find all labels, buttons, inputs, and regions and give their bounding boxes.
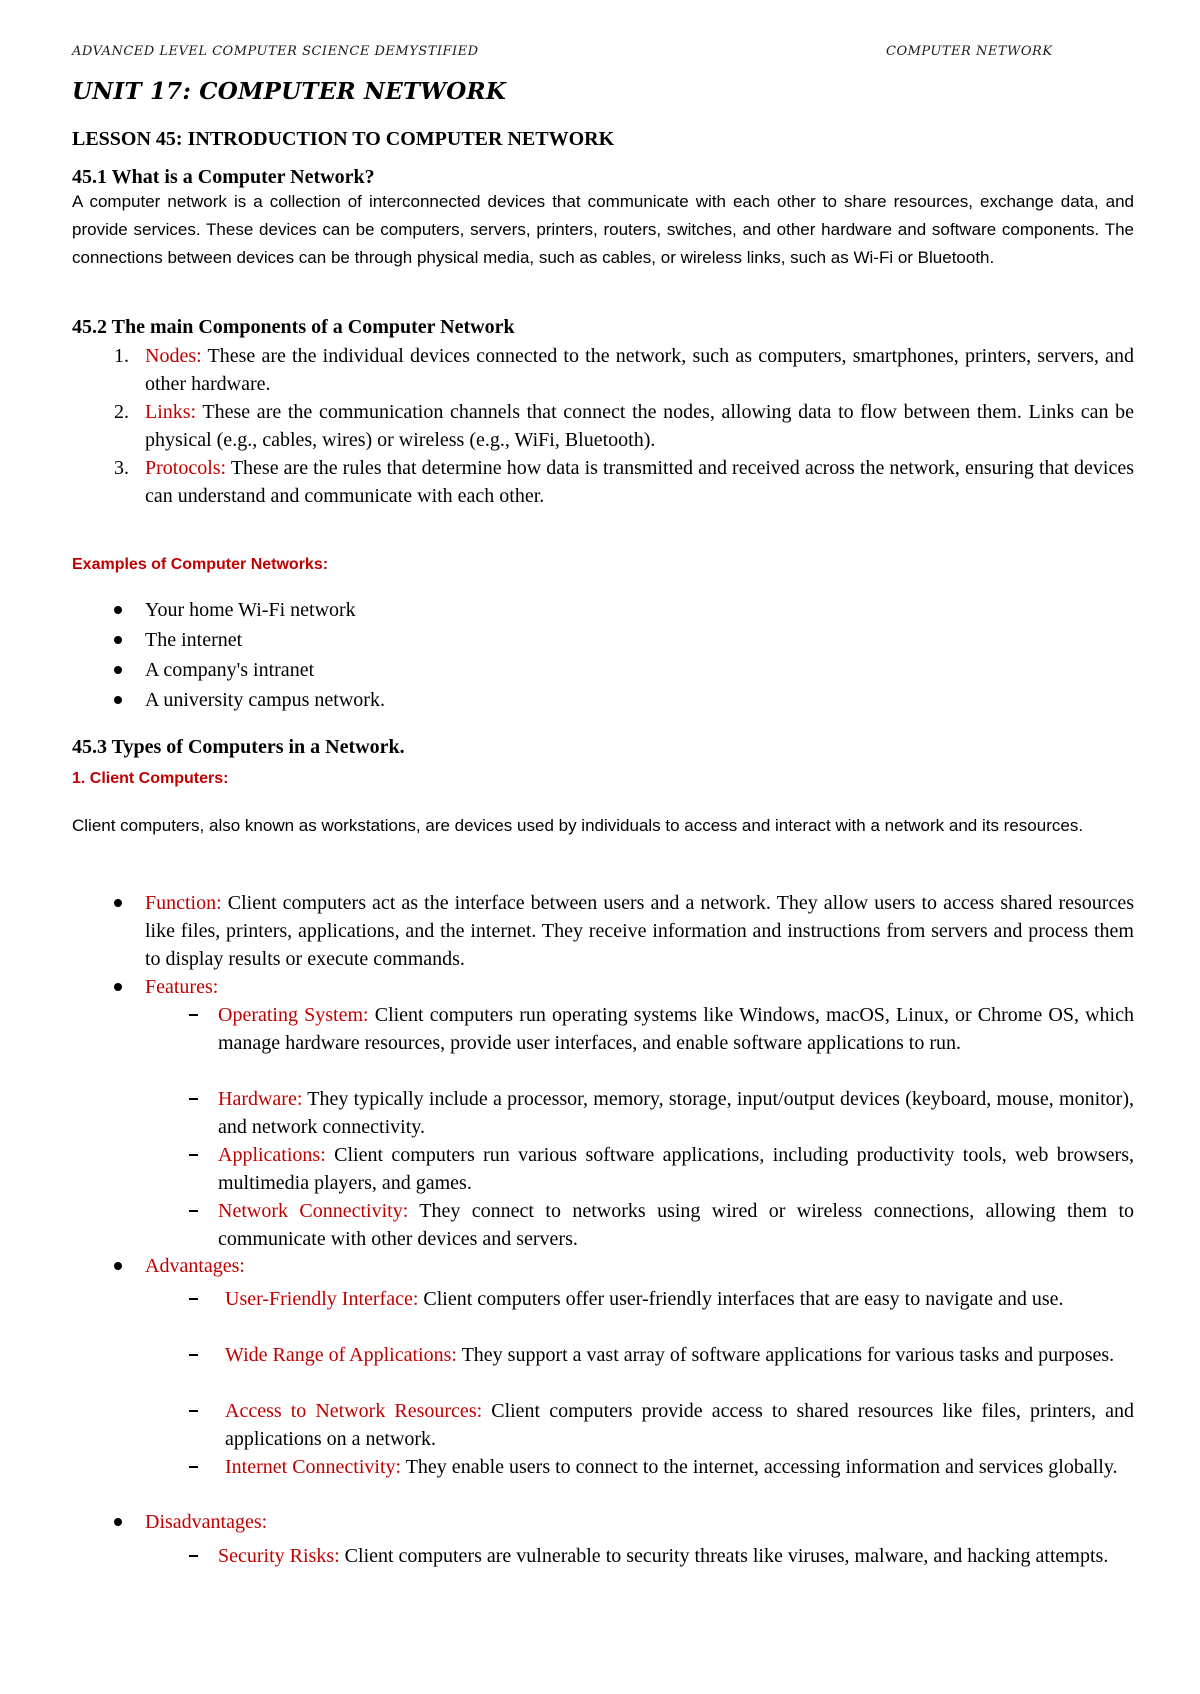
- advantage-text: Client computers offer user-friendly interfaces that are easy to navigate and use.: [418, 1288, 1064, 1310]
- lesson-title: LESSON 45: INTRODUCTION TO COMPUTER NETWORK: [72, 128, 615, 150]
- disadvantage-term: Security Risks:: [218, 1545, 340, 1567]
- list-number: 1.: [114, 345, 129, 367]
- component-text: These are the communication channels that connect the nodes, allowing data to flow between them. Links can be physical (e.g., cables, wires) or wireless (e.g., WiFi, Bluetooth).: [145, 401, 1134, 451]
- function-text: Client computers act as the interface between users and a network. They allow users to access shared resources like files, printers, applications, and the internet. They receive information and instructions from servers and process them to display results or execute commands.: [145, 892, 1134, 970]
- component-text: These are the individual devices connected to the network, such as computers, smartphones, printers, servers, and other hardware.: [145, 345, 1134, 395]
- bullet-icon: [114, 1262, 122, 1270]
- dash-icon: [189, 1298, 198, 1300]
- example-item: A university campus network.: [145, 689, 385, 711]
- dash-icon: [189, 1098, 198, 1100]
- advantage-text: They enable users to connect to the internet, accessing information and services globally.: [401, 1456, 1118, 1478]
- bullet-icon: [114, 666, 122, 674]
- example-item: The internet: [145, 629, 243, 651]
- section-heading-45-1: 45.1 What is a Computer Network?: [72, 166, 375, 188]
- feature-text: Client computers run operating systems like Windows, macOS, Linux, or Chrome OS, which manage hardware resources, provide user interfaces, and enable software applications to run.: [218, 1004, 1134, 1054]
- examples-heading: Examples of Computer Networks:: [72, 556, 329, 573]
- bullet-icon: [114, 899, 122, 907]
- component-term: Nodes:: [145, 345, 202, 367]
- dash-icon: [189, 1354, 198, 1356]
- advantage-item-internet: [225, 1453, 1134, 1481]
- advantages-label: Advantages:: [145, 1255, 245, 1277]
- bullet-icon: [114, 606, 122, 614]
- advantage-item-ui: [225, 1285, 1134, 1313]
- list-number: 2.: [114, 401, 129, 423]
- advantage-text: Client computers provide access to shared resources like files, printers, and applications on a network.: [225, 1400, 1134, 1450]
- advantage-item-resources: [225, 1397, 1134, 1453]
- feature-text: They typically include a processor, memory, storage, input/output devices (keyboard, mouse, monitor), and network connectivity.: [218, 1088, 1134, 1138]
- advantage-item-apps: [225, 1341, 1134, 1369]
- feature-item-applications: [218, 1141, 1134, 1197]
- section-heading-45-2: 45.2 The main Components of a Computer Network: [72, 316, 515, 338]
- example-item: A company's intranet: [145, 659, 315, 681]
- feature-term: Hardware:: [218, 1088, 303, 1110]
- component-term: Protocols:: [145, 457, 227, 479]
- function-term: Function:: [145, 892, 222, 914]
- example-item: Your home Wi-Fi network: [145, 599, 356, 621]
- feature-item-connectivity: [218, 1197, 1134, 1253]
- running-header-right: COMPUTER NETWORK: [886, 44, 1053, 59]
- section-body-45-1: A computer network is a collection of interconnected devices that communicate with each other to share resources, exchange data, and provide services. These devices can be computers, servers, printers, routers, switches, and other hardware and software components. The connections between devices can be through physical media, such as cables, or wireless links, such as Wi-Fi or Bluetooth.: [72, 192, 1134, 267]
- features-label: Features:: [145, 976, 219, 998]
- dash-icon: [189, 1014, 198, 1016]
- component-item-nodes: [145, 342, 1134, 398]
- client-computers-intro: Client computers, also known as workstations, are devices used by individuals to access and interact with a network and its resources.: [72, 816, 1084, 835]
- bullet-icon: [114, 983, 122, 991]
- section-heading-45-3: 45.3 Types of Computers in a Network.: [72, 736, 405, 758]
- client-computers-heading: 1. Client Computers:: [72, 770, 229, 787]
- feature-text: Client computers run various software applications, including productivity tools, web browsers, multimedia players, and games.: [218, 1144, 1134, 1194]
- feature-term: Network Connectivity:: [218, 1200, 409, 1222]
- bullet-icon: [114, 636, 122, 644]
- list-number: 3.: [114, 457, 129, 479]
- running-header-left: ADVANCED LEVEL COMPUTER SCIENCE DEMYSTIFIED: [72, 44, 479, 59]
- feature-item-os: [218, 1001, 1134, 1057]
- disadvantage-text: Client computers are vulnerable to security threats like viruses, malware, and hacking attempts.: [339, 1545, 1109, 1567]
- client-function: [145, 889, 1134, 973]
- dash-icon: [189, 1210, 198, 1212]
- dash-icon: [189, 1410, 198, 1412]
- advantage-text: They support a vast array of software applications for various tasks and purposes.: [456, 1344, 1115, 1366]
- component-item-protocols: [145, 454, 1134, 510]
- dash-icon: [189, 1555, 198, 1557]
- feature-text: They connect to networks using wired or wireless connections, allowing them to communicate with other devices and servers.: [218, 1200, 1135, 1250]
- advantage-term: Internet Connectivity:: [225, 1456, 402, 1478]
- advantage-term: Access to Network Resources:: [225, 1400, 483, 1422]
- dash-icon: [189, 1154, 198, 1156]
- advantage-term: User-Friendly Interface:: [225, 1288, 419, 1310]
- feature-term: Applications:: [218, 1144, 326, 1166]
- advantage-term: Wide Range of Applications:: [225, 1344, 457, 1366]
- component-term: Links:: [145, 401, 197, 423]
- component-text: These are the rules that determine how data is transmitted and received across the network, ensuring that devices can understand and communicate with each other.: [145, 457, 1134, 507]
- unit-title: UNIT 17: COMPUTER NETWORK: [72, 78, 507, 105]
- feature-item-hardware: [218, 1085, 1134, 1141]
- bullet-icon: [114, 1518, 122, 1526]
- disadvantage-item-security: [218, 1542, 1134, 1570]
- disadvantages-label: Disadvantages:: [145, 1511, 268, 1533]
- bullet-icon: [114, 696, 122, 704]
- component-item-links: [145, 398, 1134, 454]
- feature-term: Operating System:: [218, 1004, 369, 1026]
- dash-icon: [189, 1466, 198, 1468]
